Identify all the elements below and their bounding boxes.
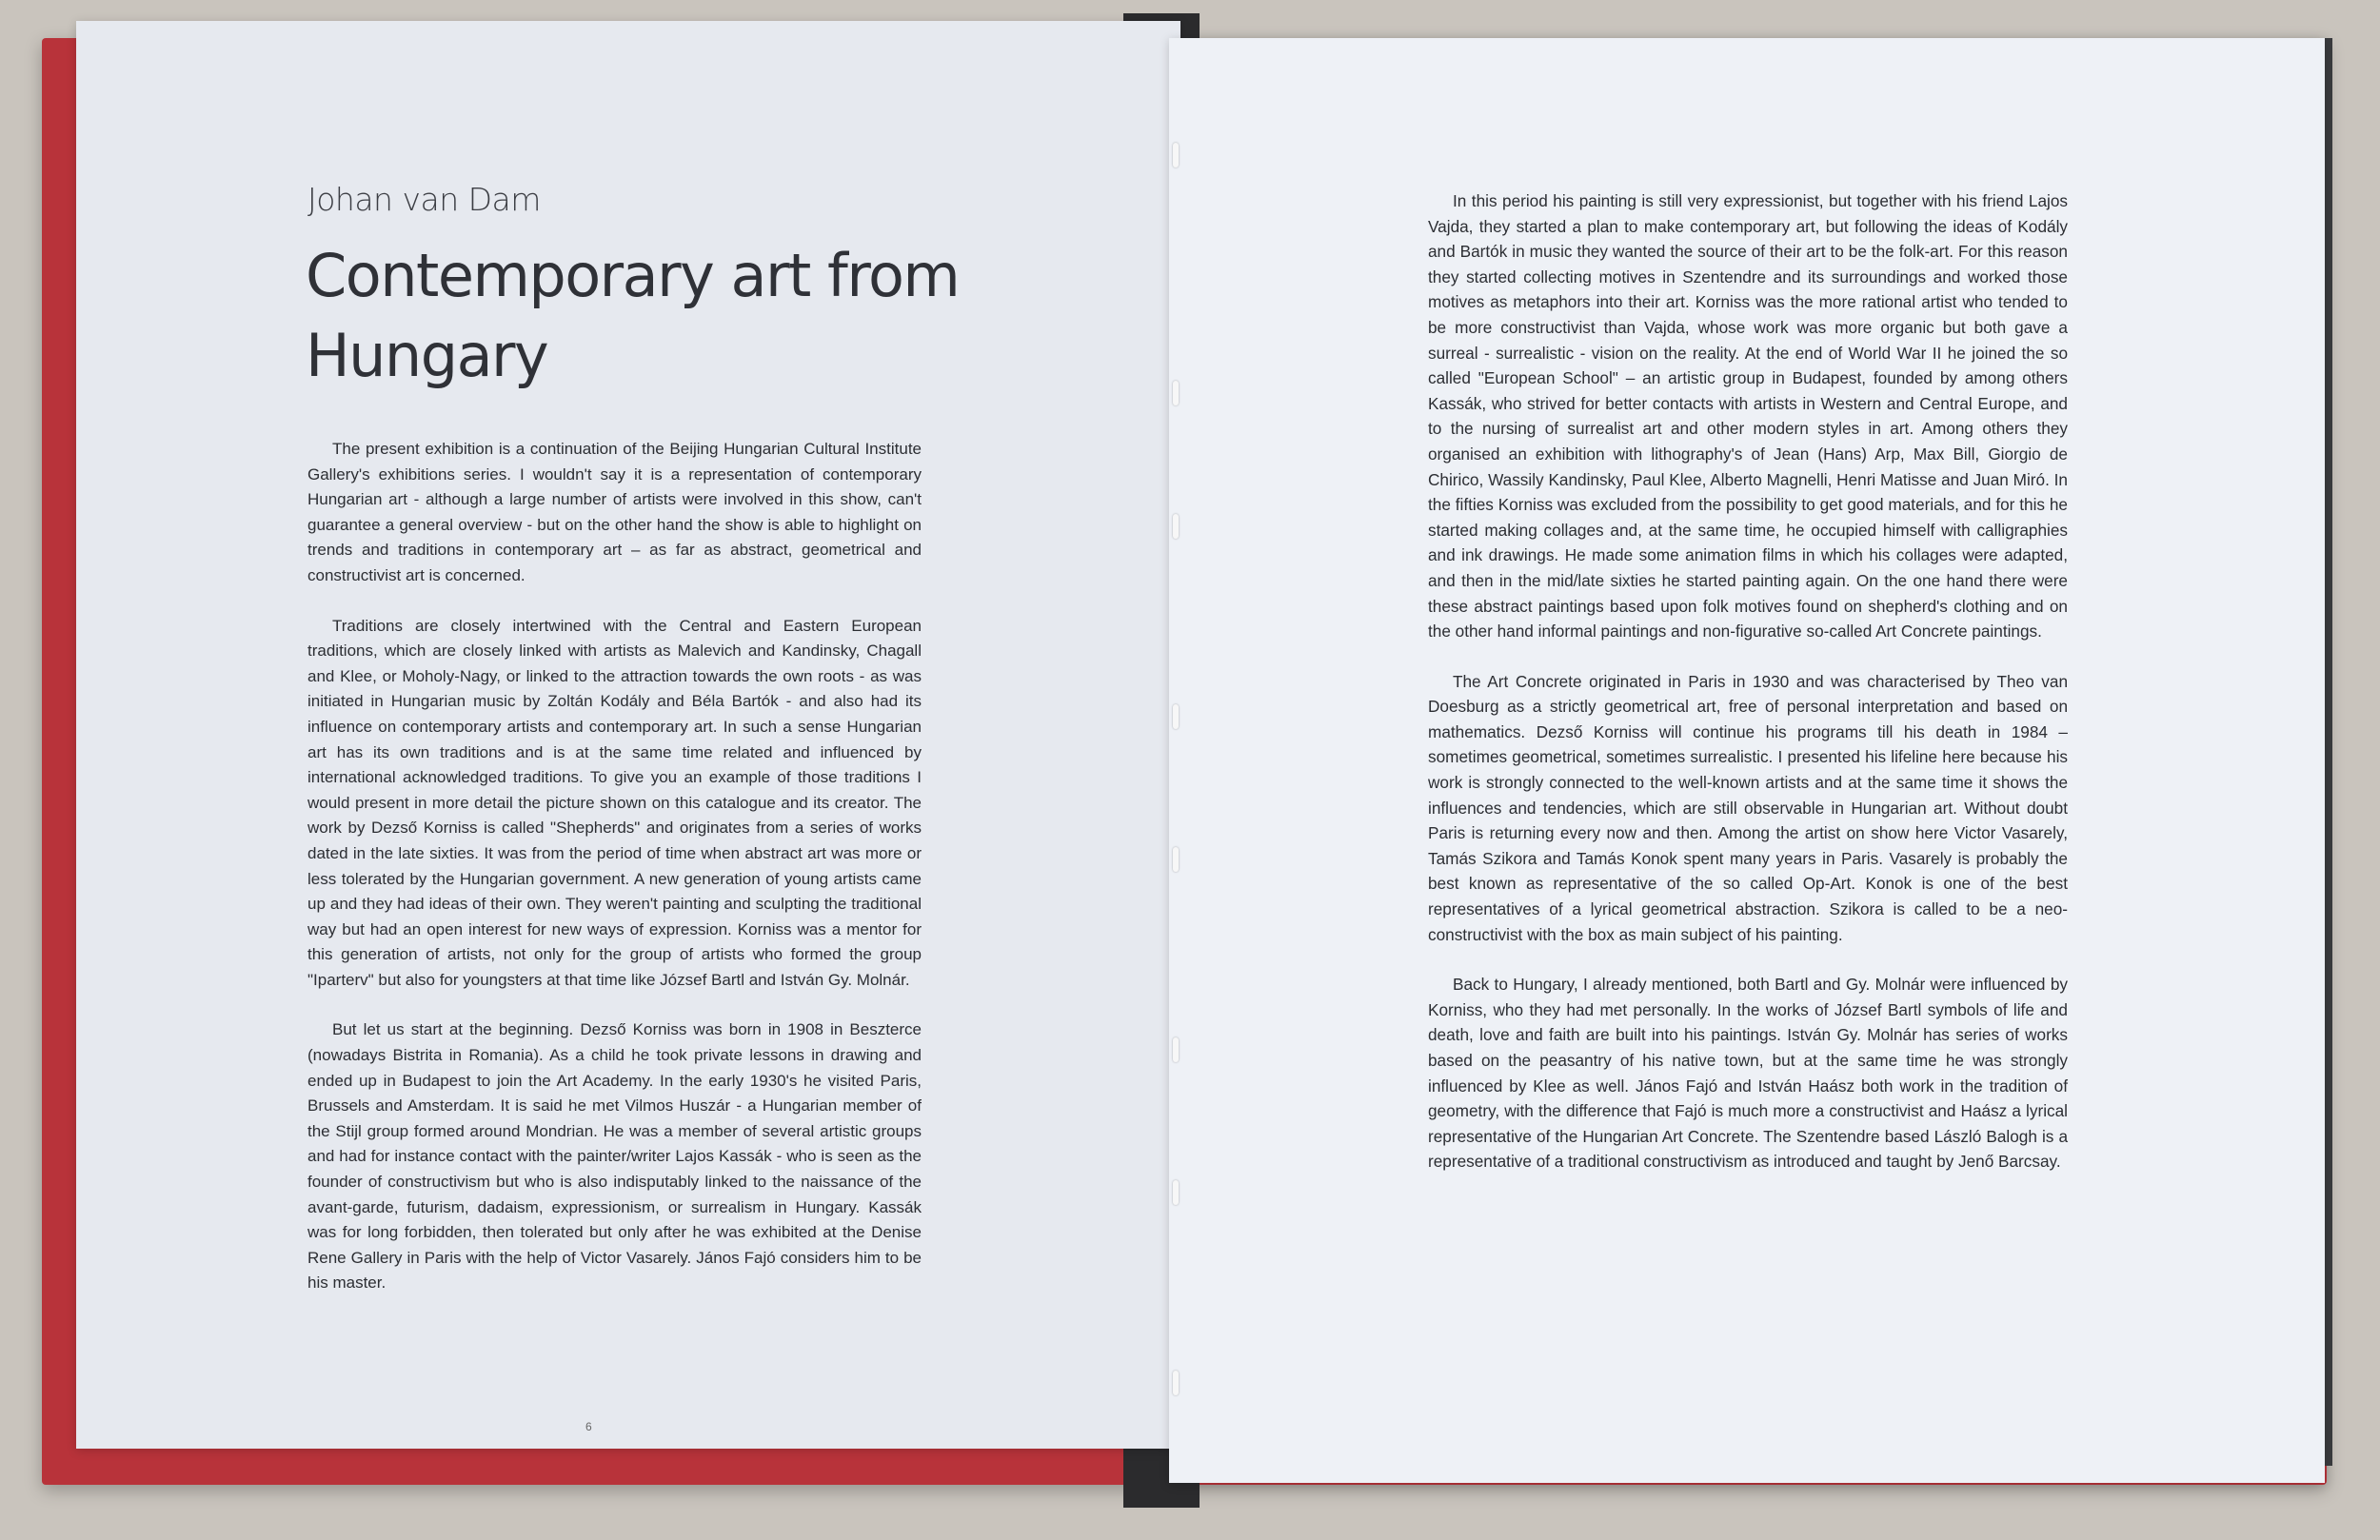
binding-stitch [1173,1371,1179,1395]
paragraph: But let us start at the beginning. Dezső Korniss was born in 1908 in Beszterce (nowadays Bistrita in Romania). As a child he took private lessons in drawing and ended up in Budapest to join the Art Academy. In the early 1930's he visited Paris, Brussels and Amsterdam. It is said he met Vilmos Huszár - a Hungarian member of the Stijl group formed around Mondrian. He was a member of several artistic groups and had for instance contact with the painter/writer Lajos Kassák - who is seen as the founder of constructivism but who is also indisputably linked to the naissance of the avant-garde, futurism, dadaism, expressionism, or surrealism in Hungary. Kassák was for long forbidden, then tolerated but only after he was exhibited at the Denise Rene Gallery in Paris with the help of Victor Vasarely. János Fajó considers him to be his master. [307,1020,922,1293]
binding-stitch [1173,1180,1179,1205]
binding-stitch [1173,704,1179,729]
paragraph: In this period his painting is still very expressionist, but together with his friend Lajos Vajda, they started a plan to make contemporary art, but following the ideas of Kodály and Bartók in music they wanted the source of their art to be the folk-art. For this reason they started collecting motives in Szentendre and its surroundings and worked those motives as metaphors into their art. Korniss was the more rational artist who tended to be more constructivist than Vajda, whose work was more organic but both gave a surreal - surrealistic - vision on the reality. At the end of World War II he joined the so called "European School" – an artistic group in Budapest, founded by among others Kassák, who strived for better contacts with artists in Western and Central Europe, and to the nursing of surrealist art and other modern styles in art. Among others they organised an exhibition with lithography's of Jean (Hans) Arp, Max Bill, Giorgio de Chirico, Wassily Kandinsky, Paul Klee, Alberto Magnelli, Henri Matisse and Juan Miró. In the fifties Korniss was excluded from the possibility to get good materials, and for this he started making collages and, at the same time, he occupied himself with calligraphies and ink drawings. He made some animation films in which his collages were adapted, and then in the mid/late sixties he started painting again. On the one hand there were these abstract paintings based upon folk motives found on shepherd's clothing and on the other hand informal paintings and non-figurative so-called Art Concrete paintings. [1428,191,2068,642]
left-text-column [307,437,922,1321]
binding-stitch [1173,514,1179,539]
article-title: Contemporary art from Hungary [306,241,960,390]
paragraph: Traditions are closely intertwined with the Central and Eastern European traditions, which are closely linked with artists as Malevich and Kandinsky, Chagall and Klee, or Moholy-Nagy, or linked to the attraction towards the own roots - as was initiated in Hungarian music by Zoltán Kodály and Béla Bartók - and also had its influence on contemporary artists and contemporary art. In such a sense Hungarian art has its own traditions and is at the same time related and influenced by international acknowledged traditions. To give you an example of those traditions I would present in more detail the picture shown on this catalogue and its creator. The work by Dezső Korniss is called "Shepherds" and originates from a series of works dated in the late sixties. It was from the period of time when abstract art was more or less tolerated by the Hungarian government. A new generation of young artists came up and they had ideas of their own. They weren't painting and sculpting the traditional way but had an open interest for new ways of expression. Korniss was a mentor for this generation of artists, not only for the group of artists who formed the group "Iparterv" but also for youngsters at that time like József Bartl and István Gy. Molnár. [307,616,922,989]
binding-stitch [1173,1037,1179,1062]
author-name: Johan van Dam [307,181,541,218]
paragraph: The Art Concrete originated in Paris in 1930 and was characterised by Theo van Doesburg as a strictly geometrical art, free of personal interpretation and based on mathematics. Dezső Korniss will continue his programs till his death in 1984 – sometimes geometrical, sometimes surrealistic. I presented his lifeline here because his work is strongly connected to the well-known artists and at the same time it shows the influences and tendencies, which are still observable in Hungarian art. Without doubt Paris is returning every now and then. Among the artist on show here Victor Vasarely, Tamás Szikora and Tamás Konok spent many years in Paris. Vasarely is probably the best known as representative of the so called Op-Art. Konok is one of the best representatives of a lyrical geometrical abstraction. Szikora is called to be a neo-constructivist with the box as main subject of his painting. [1428,671,2068,944]
binding-stitch [1173,143,1179,168]
binding-stitch [1173,847,1179,872]
paragraph: Back to Hungary, I already mentioned, both Bartl and Gy. Molnár were influenced by Korniss, who they had met personally. In the works of József Bartl symbols of life and death, love and faith are built into his paintings. István Gy. Molnár has series of works based on the peasantry of his native town, but at the same time he was strongly influenced by Klee as well. János Fajó and István Haász both work in the tradition of geometry, with the difference that Fajó is much more a constructivist and Haász a lyrical representative of the Hungarian Art Concrete. The Szentendre based László Balogh is a representative of a traditional constructivism as introduced and taught by Jenő Barcsay. [1428,975,2068,1172]
right-text-column [1428,188,2068,1199]
paragraph: The present exhibition is a continuation of the Beijing Hungarian Cultural Institute Gallery's exhibitions series. I wouldn't say it is a representation of contemporary Hungarian art - although a large number of artists were involved in this show, can't guarantee a general overview - but on the other hand the show is able to highlight on trends and traditions in contemporary art – as far as abstract, geometrical and constructivist art is concerned. [307,440,922,584]
binding-stitch [1173,381,1179,405]
page-number: 6 [585,1420,592,1433]
